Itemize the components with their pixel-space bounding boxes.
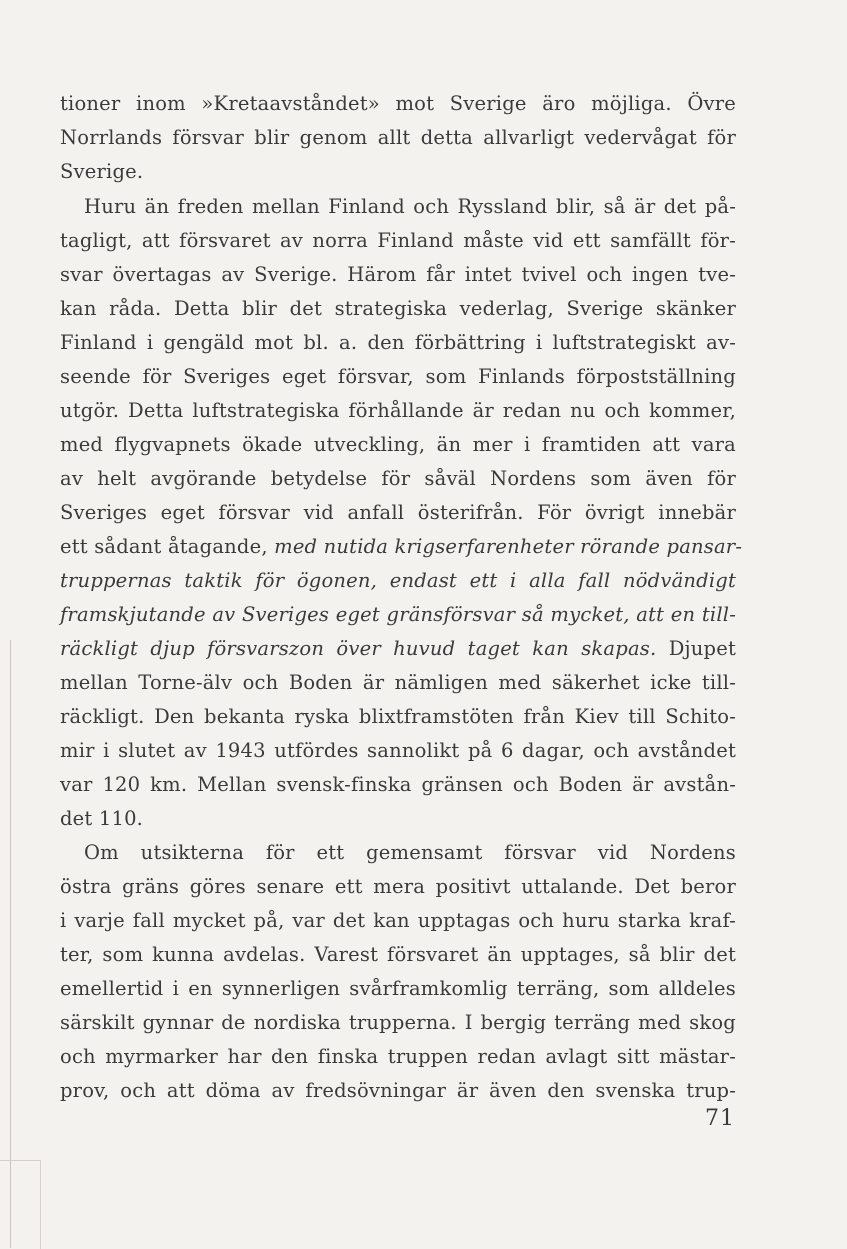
text-line: emellertid i en synnerligen svårframkomlig terräng, som alldeles [60,977,736,1000]
text-line: Sveriges eget försvar vid anfall österifrån. För övrigt innebär [60,501,736,524]
text-line: seende för Sveriges eget försvar, som Finlands förpostställning [60,365,736,388]
text-line: det 110. [60,807,144,830]
text-italic: med nutida krigserfarenheter rörande pansar- [274,535,743,558]
text-line: med flygvapnets ökade utveckling, än mer i framtiden att vara [60,433,736,456]
text-line: Om utsikterna för ett gemensamt försvar vid Nordens [84,841,736,864]
text-line: kan råda. Detta blir det strategiska vederlag, Sverige skänker [60,297,736,320]
text-italic: räckligt djup försvarszon över huvud taget kan skapas. [60,637,657,660]
text-line: mellan Torne-älv och Boden är nämligen med säkerhet icke till- [60,671,736,694]
text-line-mixed [60,530,743,564]
text-line: tioner inom »Kretaavståndet» mot Sverige äro möjliga. Övre [60,92,736,115]
text-line: prov, och att döma av fredsövningar är även den svenska trup- [60,1079,736,1102]
text-line: och myrmarker har den finska truppen redan avlagt sitt mästar- [60,1045,736,1068]
text-line: tagligt, att försvaret av norra Finland måste vid ett samfällt för- [60,229,736,252]
text-line-italic: truppernas taktik för ögonen, endast ett i alla fall nödvändigt [60,569,736,592]
text-line: svar övertagas av Sverige. Härom får intet tvivel och ingen tve- [60,263,736,286]
text-line: Finland i gengäld mot bl. a. den förbättring i luftstrategiskt av- [60,331,736,354]
text-line: Huru än freden mellan Finland och Ryssland blir, så är det på- [84,195,736,218]
text-line: i varje fall mycket på, var det kan upptagas och huru starka kraf- [60,909,736,932]
text-line: räckligt. Den bekanta ryska blixtframstöten från Kiev till Schito- [60,705,736,728]
text-line: Sverige. [60,160,144,183]
text-line: ter, som kunna avdelas. Varest försvaret än upptages, så blir det [60,943,736,966]
page-number: 71 [705,1106,735,1131]
text-line: av helt avgörande betydelse för såväl Nordens som även för [60,467,736,490]
text-line: var 120 km. Mellan svensk-finska gränsen och Boden är avstån- [60,773,736,796]
text-line: utgör. Detta luftstrategiska förhållande är redan nu och kommer, [60,399,736,422]
text-line-italic: framskjutande av Sveriges eget gränsförsvar så mycket, att en till- [60,603,736,626]
text-line: mir i slutet av 1943 utfördes sannolikt på 6 dagar, och avståndet [60,739,736,762]
text-line: särskilt gynnar de nordiska trupperna. I bergig terräng med skog [60,1011,736,1034]
text-line: Norrlands försvar blir genom allt detta allvarligt vedervågat för [60,126,736,149]
binding-edge [0,640,11,1248]
text-plain: ett sådant åtagande, [60,535,275,558]
text-plain: Djupet [656,637,736,660]
text-line-mixed [60,632,736,666]
binding-mark [0,1160,41,1249]
text-line: östra gräns göres senare ett mera positivt uttalande. Det beror [60,875,736,898]
